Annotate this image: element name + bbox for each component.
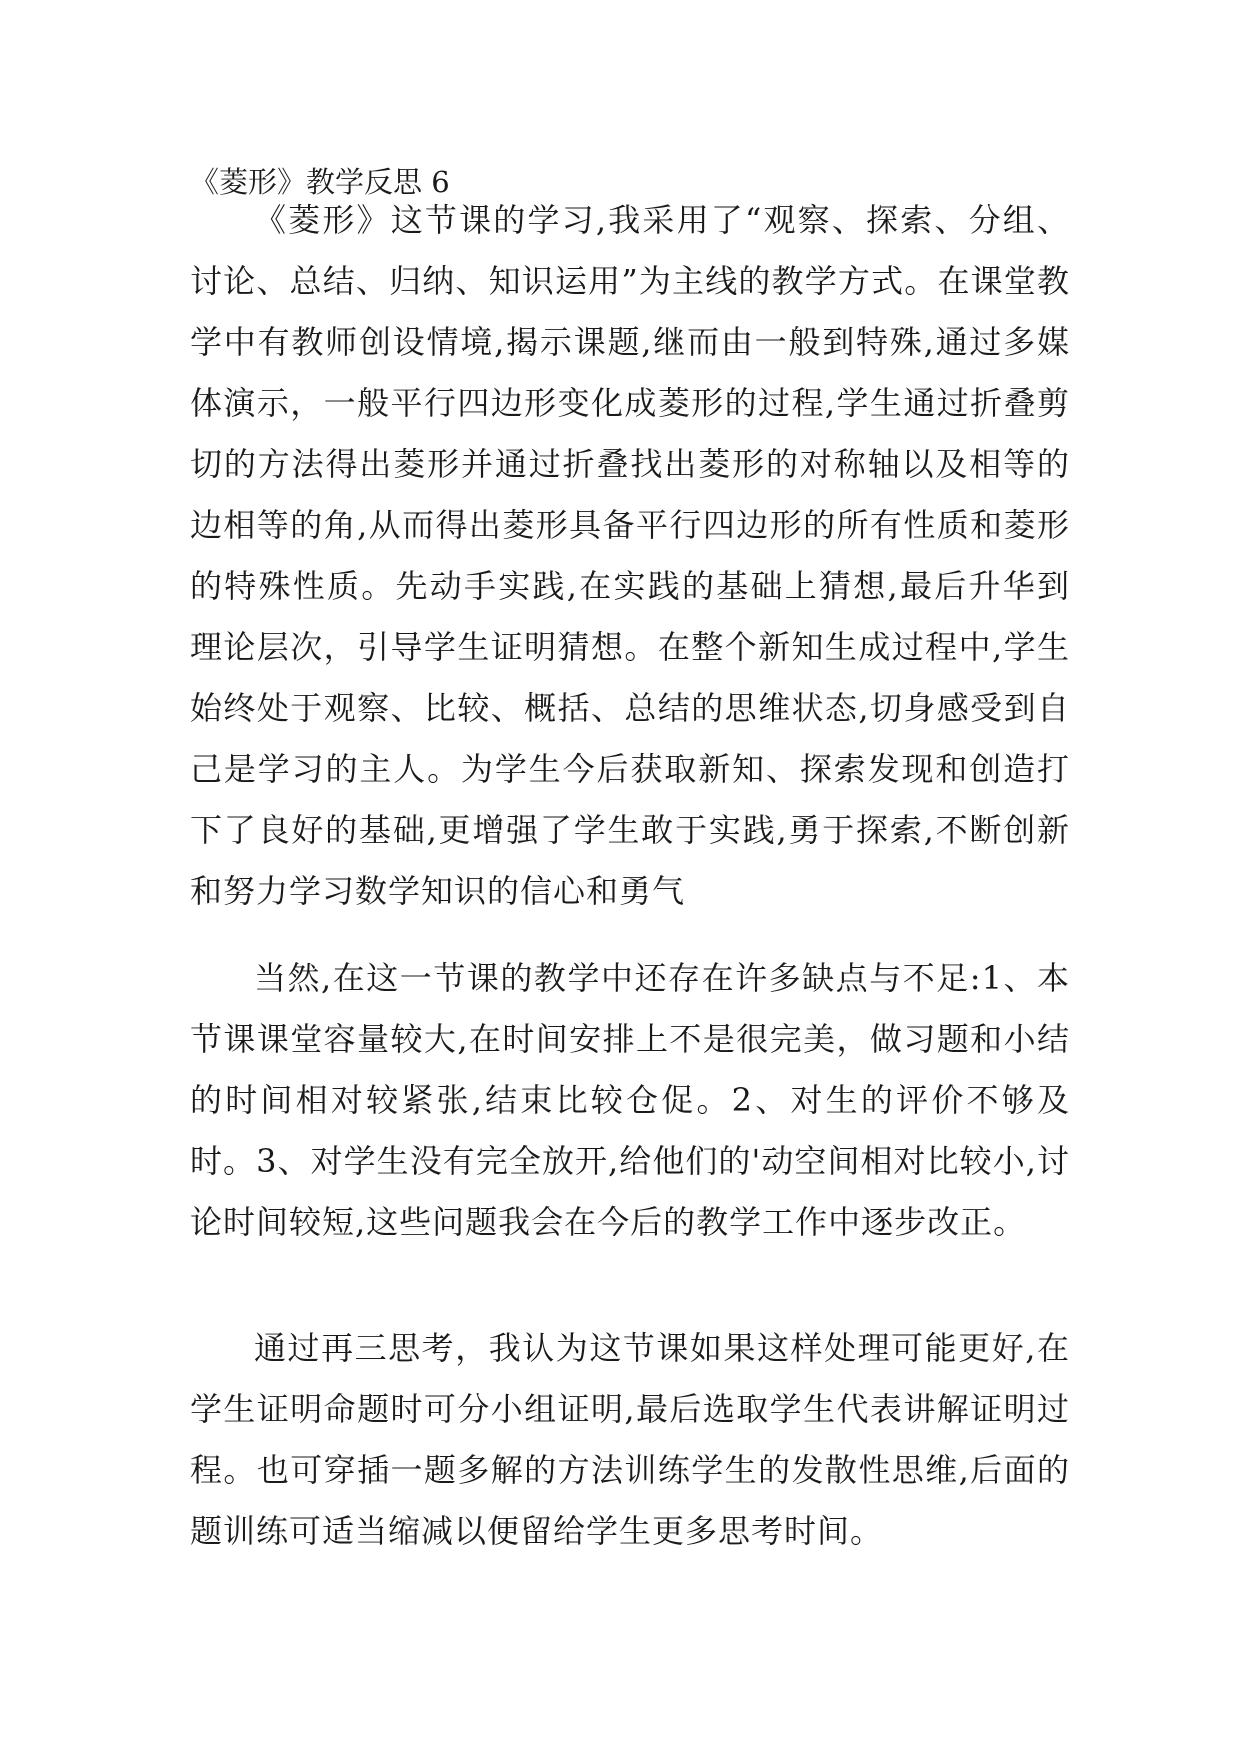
paragraph-3: 通过再三思考，我认为这节课如果这样处理可能更好,在学生证明命题时可分小组证明,最后选取学生代表讲解证明过程。也可穿插一题多解的方法训练学生的发散性思维,后面的题训练可适当缩减以便留给学生更多思考时间。: [190, 1329, 1070, 1550]
paragraph-1: 《菱形》这节课的学习,我采用了“观察、探索、分组、讨论、总结、归纳、知识运用”为主线的教学方式。在课堂教学中有教师创设情境,揭示课题,继而由一般到特殊,通过多媒体演示，一般平行四边形变化成菱形的过程,学生通过折叠剪切的方法得出菱形并通过折叠找出菱形的对称轴以及相等的边相等的角,从而得出菱形具备平行四边形的所有性质和菱形的特殊性质。先动手实践,在实践的基础上猜想,最后升华到理论层次，引导学生证明猜想。在整个新知生成过程中,学生始终处于观察、比较、概括、总结的思维状态,切身感受到自己是学习的主人。为学生今后获取新知、探索发现和创造打下了良好的基础,更增强了学生敢于实践,勇于探索,不断创新和努力学习数学知识的信心和勇气: [190, 201, 1070, 910]
paragraph-2: 当然,在这一节课的教学中还存在许多缺点与不足:1、本节课课堂容量较大,在时间安排上不是很完美，做习题和小结的时间相对较紧张,结束比较仓促。2、对生的评价不够及时。3、对学生没有完全放开,给他们的'动空间相对比较小,讨论时间较短,这些问题我会在今后的教学工作中逐步改正。: [190, 959, 1070, 1241]
document-title: 《菱形》教学反思 6: [190, 165, 450, 199]
